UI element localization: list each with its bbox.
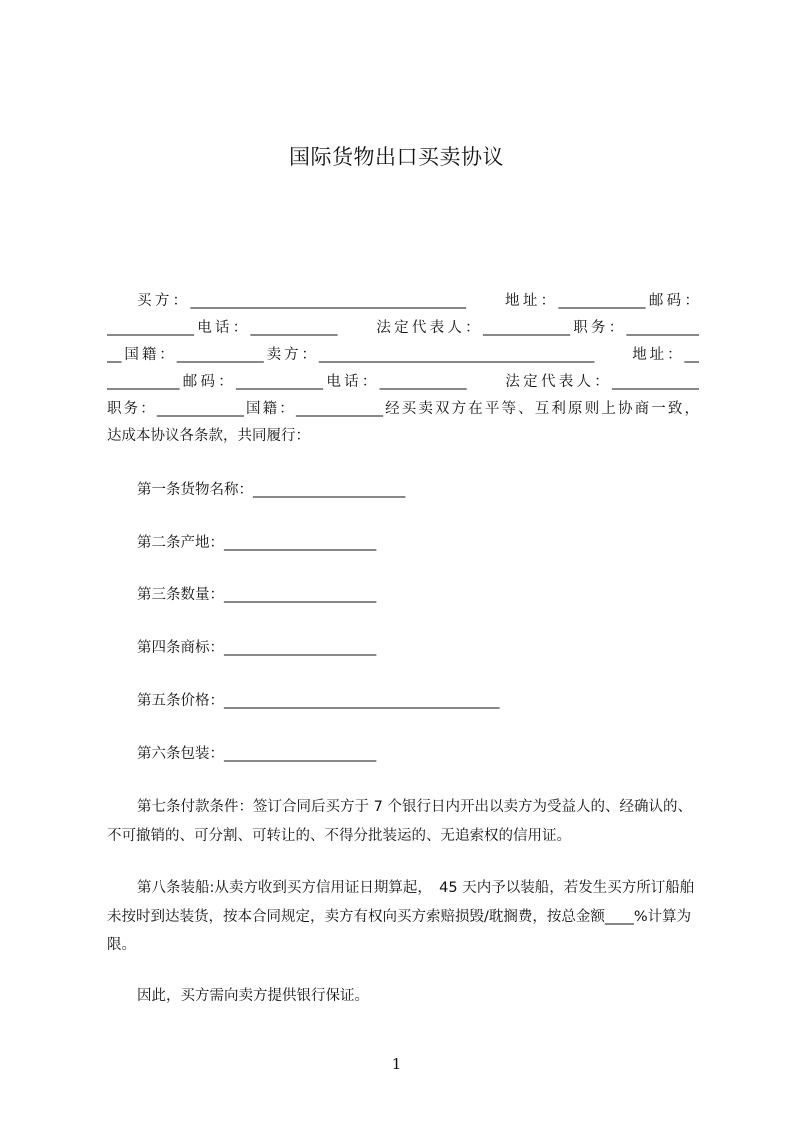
party-line-4: __________邮码：____________电话：____________ 法定代表人：____________ — [107, 374, 699, 390]
article-7-text: 第七条付款条件：签订合同后买方于 7 个银行日内开出以卖方为受益人的、经确认的、不可撤销的、可分割、可转让的、不得分批装运的、无追索权的信用证。 — [107, 799, 692, 844]
party-line-5: 职务：____________国籍：____________经买卖双方在平等、互利原则上协商一致， — [107, 401, 699, 417]
clause-3: 第三条数量：_____________________ — [137, 587, 377, 603]
clause-1: 第一条货物名称：_____________________ — [137, 482, 406, 498]
article-7-paragraph — [107, 793, 699, 850]
clause-4: 第四条商标：_____________________ — [137, 640, 377, 656]
article-8-text: 第八条装船:从卖方收到买方信用证日期算起， 45 天内予以装船，若发生买方所订船舶未按时到达装货，按本合同规定，卖方有权向买方索赔损毁/耽搁费，按总金额____%计算为限。 — [107, 880, 695, 953]
clause-5: 第五条价格：______________________________________ — [137, 693, 500, 709]
party-line-1: 买方：______________________________________ 地址：____________邮码： — [137, 293, 699, 309]
party-line-2: ____________电话：____________ 法定代表人：____________职务：__________ — [107, 320, 699, 336]
closing-line: 因此，买方需向卖方提供银行保证。 — [137, 988, 369, 1004]
party-line-3: __国籍：____________卖方：______________________________________ 地址：__ — [107, 347, 699, 363]
clause-6: 第六条包装：_____________________ — [137, 746, 377, 762]
party-line-6: 达成本协议各条款，共同履行： — [107, 428, 310, 444]
clause-2: 第二条产地：_____________________ — [137, 535, 377, 551]
page-number: 1 — [391, 1055, 402, 1073]
document-title: 国际货物出口买卖协议 — [289, 145, 504, 169]
article-8-paragraph — [107, 874, 699, 960]
